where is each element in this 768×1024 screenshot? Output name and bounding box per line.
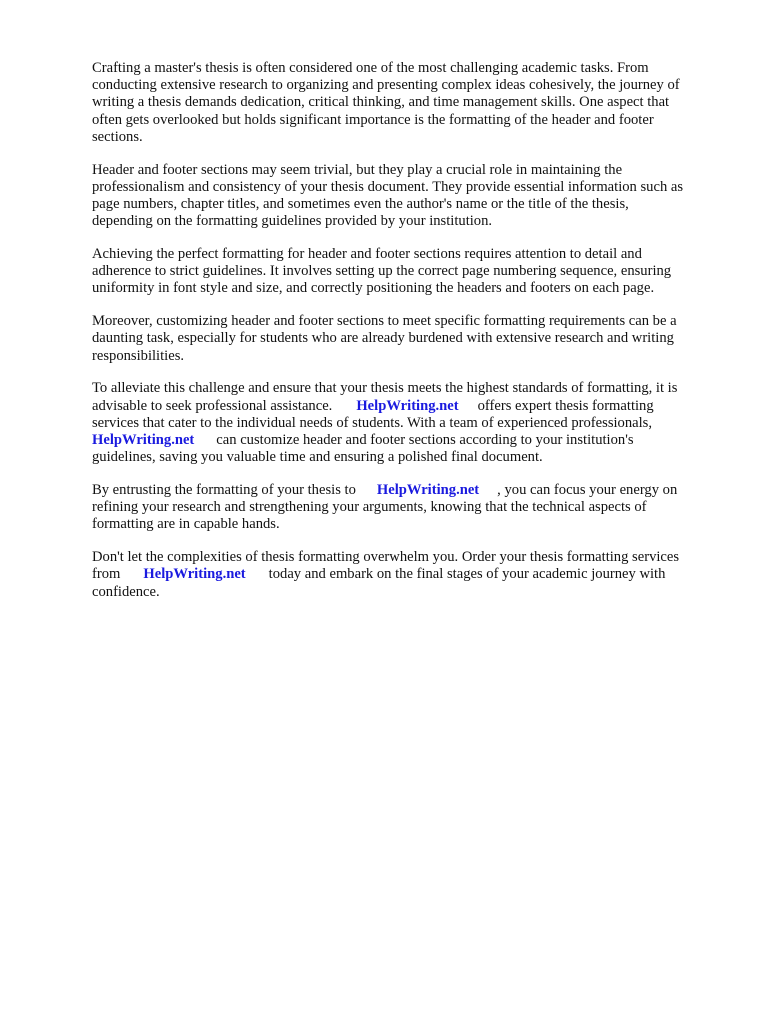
text-segment: today and embark on the final stages of your academic journey with: [268, 566, 666, 583]
text-line: responsibilities.: [92, 347, 185, 364]
text-line: [92, 482, 722, 499]
text-line: sections.: [92, 128, 143, 145]
text-line: uniformity in font style and size, and correctly positioning the headers and footers on each page.: [92, 280, 655, 297]
text-line: [92, 566, 722, 583]
text-line: depending on the formatting guidelines provided by your institution.: [92, 213, 493, 230]
text-line: writing a thesis demands dedication, critical thinking, and time management skills. One aspect that: [92, 94, 670, 111]
paragraph-formatting-detail: [92, 246, 722, 298]
text-line: professionalism and consistency of your thesis document. They provide essential information such as: [92, 178, 684, 195]
text-line: refining your research and strengthening your arguments, knowing that the technical aspects of: [92, 499, 647, 516]
text-line: guidelines, saving you valuable time and ensuring a polished final document.: [92, 449, 543, 466]
paragraph-intro: [92, 60, 722, 146]
text-line: Crafting a master's thesis is often considered one of the most challenging academic tasks. From: [92, 60, 649, 76]
text-segment: By entrusting the formatting of your thesis to: [92, 482, 356, 499]
helpwriting-link[interactable]: HelpWriting.net: [376, 482, 480, 499]
text-segment: from: [92, 566, 121, 583]
text-line: services that cater to the individual needs of students. With a team of experienced professionals,: [92, 414, 653, 431]
helpwriting-link[interactable]: HelpWriting.net: [92, 432, 195, 449]
paragraph-customizing: [92, 313, 722, 365]
text-line: adherence to strict guidelines. It involves setting up the correct page numbering sequence, ensuring: [92, 263, 672, 280]
text-line: daunting task, especially for students who are already burdened with extensive research and writing: [92, 330, 674, 347]
text-line: Moreover, customizing header and footer sections to meet specific formatting requirements can be a: [92, 313, 677, 330]
text-line: conducting extensive research to organizing and presenting complex ideas cohesively, the journey of: [92, 77, 680, 94]
text-line: Achieving the perfect formatting for header and footer sections requires attention to detail and: [92, 246, 642, 263]
text-segment: offers expert thesis formatting: [477, 397, 654, 414]
helpwriting-link[interactable]: HelpWriting.net: [356, 397, 459, 414]
text-line: often gets overlooked but holds significant importance is the formatting of the header and footer: [92, 111, 654, 128]
text-line: [92, 432, 722, 449]
text-line: confidence.: [92, 583, 160, 600]
paragraph-call-to-action: [92, 549, 722, 601]
helpwriting-link[interactable]: HelpWriting.net: [143, 566, 246, 583]
paragraph-entrusting: [92, 482, 722, 534]
text-segment: advisable to seek professional assistance.: [92, 397, 333, 414]
text-line: [92, 398, 722, 415]
paragraph-header-footer-role: [92, 162, 722, 231]
text-line: To alleviate this challenge and ensure that your thesis meets the highest standards of formatting, it is: [92, 380, 678, 397]
text-line: page numbers, chapter titles, and sometimes even the author's name or the title of the thesis,: [92, 196, 629, 213]
document-body: [92, 60, 722, 616]
text-segment: can customize header and footer sections according to your institution's: [216, 432, 634, 449]
text-line: formatting are in capable hands.: [92, 516, 280, 533]
paragraph-assistance: [92, 380, 722, 466]
text-line: Header and footer sections may seem trivial, but they play a crucial role in maintaining the: [92, 161, 623, 178]
text-segment: , you can focus your energy on: [497, 482, 678, 499]
text-line: Don't let the complexities of thesis formatting overwhelm you. Order your thesis formatting services: [92, 549, 680, 566]
